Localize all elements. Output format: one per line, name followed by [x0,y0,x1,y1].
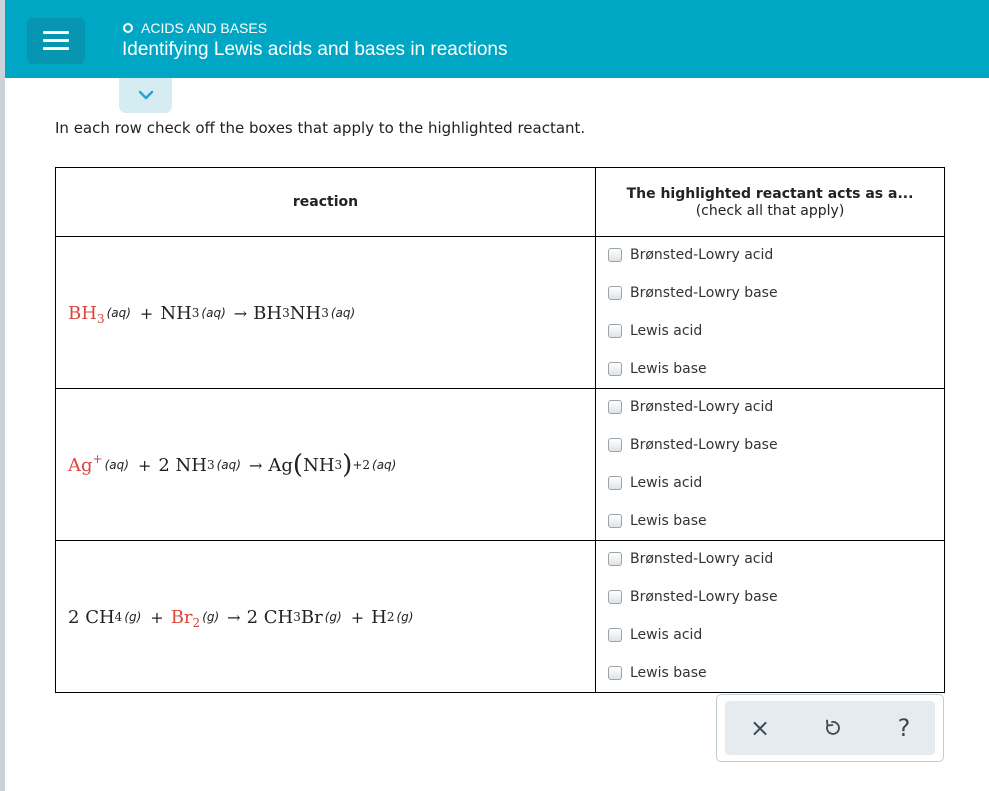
page-title: Identifying Lewis acids and bases in reactions [122,39,508,60]
checkbox[interactable] [608,628,622,642]
reaction-arrow: → [248,455,263,475]
option-lewis-acid[interactable]: Lewis acid [608,321,702,341]
checkbox[interactable] [608,324,622,338]
options-header-title: The highlighted reactant acts as a... [626,185,914,202]
instruction-text: In each row check off the boxes that apply to the highlighted reactant. [55,119,586,137]
clear-button[interactable] [735,701,785,755]
checkbox[interactable] [608,552,622,566]
highlighted-reactant: Ag+ [68,451,103,476]
reaction-cell-2 [56,389,595,541]
checkbox[interactable] [608,666,622,680]
checkbox[interactable] [608,514,622,528]
header-bar [5,0,989,78]
option-bronsted-lowry-acid[interactable]: Brønsted-Lowry acid [608,245,773,265]
chevron-down-icon [138,89,154,101]
reaction-table [55,167,945,693]
reaction-equation-3: 2 CH 4 (g) + $Br_2$ (g) → 2 CH 3 Br (g) + H 2 (g) [68,606,414,630]
reaction-arrow: → [227,607,241,627]
left-rail [0,0,5,791]
checkbox[interactable] [608,362,622,376]
column-header-options [596,168,944,236]
menu-icon [43,31,69,34]
checkbox[interactable] [608,286,622,300]
reaction-cell-1 [56,237,595,389]
option-bronsted-lowry-acid[interactable]: Brønsted-Lowry acid [608,397,773,417]
highlighted-reactant: $BH_3$ [68,302,105,326]
checkbox[interactable] [608,438,622,452]
answer-actions [716,694,944,762]
option-bronsted-lowry-acid[interactable]: Brønsted-Lowry acid [608,549,773,569]
option-lewis-acid[interactable]: Lewis acid [608,625,702,645]
checkbox[interactable] [608,400,622,414]
topic-label: ACIDS AND BASES [141,20,268,36]
reaction-cell-3 [56,541,595,693]
topic-row [123,19,267,37]
reaction-equation-2: Ag+ (aq) + 2 NH 3 (aq) → Ag ( NH 3 ) + 2 (aq) [68,450,397,480]
topic-circle-icon [123,23,133,33]
menu-button[interactable] [27,18,85,64]
option-bronsted-lowry-base[interactable]: Brønsted-Lowry base [608,283,778,303]
options-group-1 [596,237,944,389]
reaction-equation-1: $BH_3$ (aq) + NH 3 (aq) → BH 3 NH 3 (aq) [68,302,356,326]
close-icon: × [749,714,771,742]
expand-toggle-button[interactable] [119,78,172,113]
checkbox[interactable] [608,248,622,262]
option-lewis-base[interactable]: Lewis base [608,663,707,683]
option-lewis-base[interactable]: Lewis base [608,511,707,531]
option-lewis-base[interactable]: Lewis base [608,359,707,379]
help-icon: ? [897,714,911,742]
option-bronsted-lowry-base[interactable]: Brønsted-Lowry base [608,435,778,455]
options-group-2 [596,389,944,541]
undo-icon [822,718,842,738]
option-bronsted-lowry-base[interactable]: Brønsted-Lowry base [608,587,778,607]
options-header-subtitle: (check all that apply) [695,202,845,219]
option-lewis-acid[interactable]: Lewis acid [608,473,702,493]
options-group-3 [596,541,944,693]
column-header-reaction: reaction [292,194,359,210]
checkbox[interactable] [608,590,622,604]
highlighted-reactant: $Br_2$ [170,606,201,630]
reaction-arrow: → [233,303,248,323]
help-button[interactable] [879,701,929,755]
undo-button[interactable] [807,701,857,755]
checkbox[interactable] [608,476,622,490]
